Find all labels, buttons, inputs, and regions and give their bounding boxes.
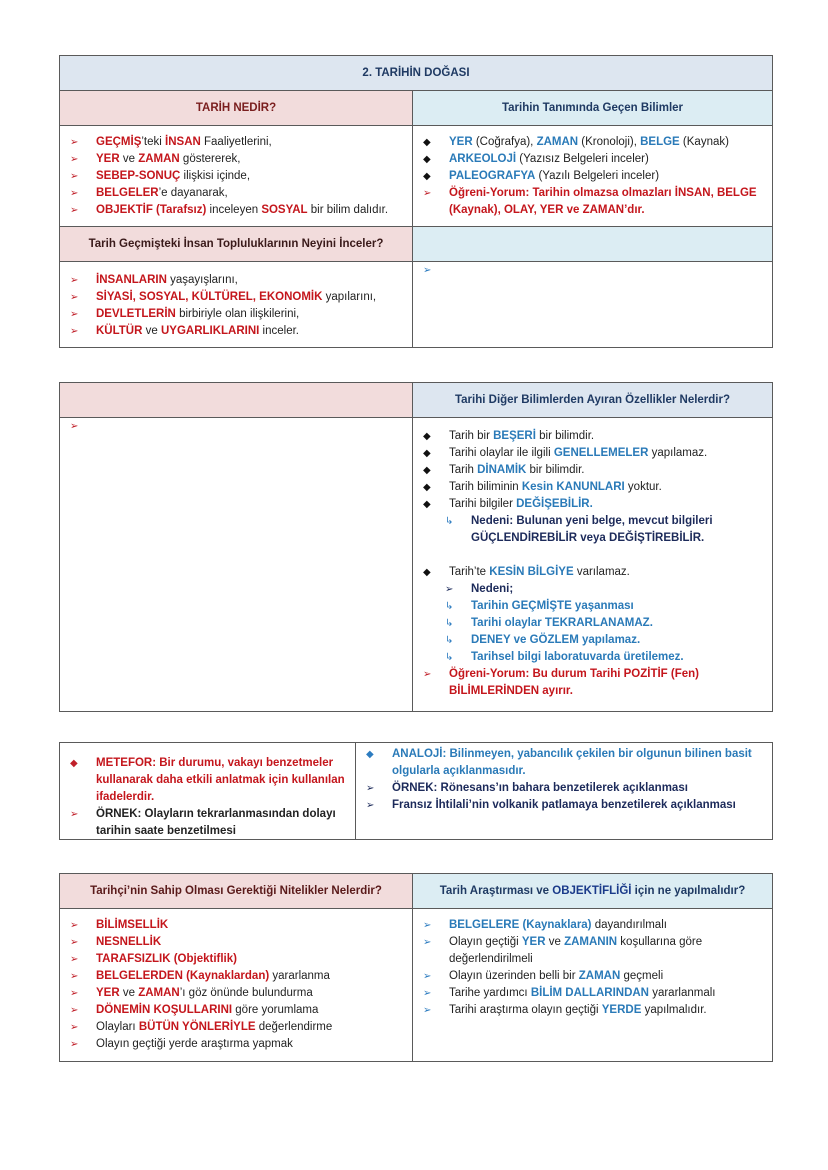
arrow-icon: ➢ bbox=[70, 205, 79, 216]
list-item-text: OBJEKTİF (Tarafsız) inceleyen SOSYAL bir bilim dalıdır. bbox=[96, 204, 389, 216]
arrow-icon: ➢ bbox=[70, 309, 79, 320]
list-item-text: Fransız İhtilali’nin volkanik patlamaya benzetilerek açıklanması bbox=[392, 799, 736, 811]
list-item bbox=[68, 151, 404, 168]
hook-arrow-icon: ↳ bbox=[445, 618, 454, 629]
list-item-text: Tarih biliminin Kesin KANUNLARI yoktur. bbox=[449, 481, 662, 493]
diamond-bullet-icon: ◆ bbox=[423, 499, 431, 510]
list-item bbox=[421, 985, 764, 1002]
list-item-text: Tarihsel bilgi laboratuvarda üretilemez. bbox=[471, 651, 684, 663]
list-item-text: Nedeni; bbox=[471, 583, 514, 595]
list-item bbox=[421, 462, 764, 479]
arrow-icon: ➢ bbox=[70, 421, 79, 432]
list-item-text: DEVLETLERİN birbiriyle olan ilişkilerini, bbox=[96, 308, 300, 320]
list-item-text: BELGELERE (Kaynaklara) dayandırılmalı bbox=[449, 919, 667, 931]
list-item-text: BELGELERDEN (Kaynaklardan) yararlanma bbox=[96, 970, 330, 982]
bilimler-cell bbox=[412, 126, 772, 226]
list-item bbox=[421, 445, 764, 462]
list-item bbox=[421, 168, 764, 185]
header-objektiflik bbox=[412, 874, 772, 908]
arrow-icon: ➢ bbox=[423, 1005, 432, 1016]
arrow-icon: ➢ bbox=[70, 292, 79, 303]
list-item-text: Tarihi olaylar TEKRARLANAMAZ. bbox=[471, 617, 653, 629]
hook-arrow-icon: ↳ bbox=[445, 652, 454, 663]
list-item-text: Öğreni-Yorum: Tarihin olmazsa olmazları İNSAN, BELGE (Kaynak), OLAY, YER ve ZAMAN’dır. bbox=[449, 187, 757, 216]
list-item-text: Tarihin GEÇMİŞTE yaşanması bbox=[471, 600, 634, 612]
list-item bbox=[421, 649, 764, 666]
list-item-text: YER ve ZAMAN göstererek, bbox=[96, 153, 241, 165]
nitelikler-list bbox=[68, 917, 404, 1053]
empty-cell bbox=[412, 262, 772, 347]
list-item-text: ÖRNEK: Rönesans’ın bahara benzetilerek açıklanması bbox=[392, 782, 688, 794]
list-item bbox=[68, 1002, 404, 1019]
list-item bbox=[68, 323, 404, 340]
diamond-bullet-icon: ◆ bbox=[366, 749, 374, 760]
list-item-text: BELGELER’e dayanarak, bbox=[96, 187, 228, 199]
diamond-bullet-icon: ◆ bbox=[423, 448, 431, 459]
list-item-text: DENEY ve GÖZLEM yapılamaz. bbox=[471, 634, 641, 646]
list-item bbox=[421, 547, 764, 564]
arrow-icon: ➢ bbox=[423, 920, 432, 931]
header-row bbox=[60, 90, 772, 125]
list-item bbox=[421, 479, 764, 496]
arrow-icon: ➢ bbox=[366, 800, 375, 811]
list-item bbox=[421, 151, 764, 168]
diamond-bullet-icon: ◆ bbox=[423, 465, 431, 476]
diamond-bullet-icon: ◆ bbox=[423, 154, 431, 165]
arrow-icon: ➢ bbox=[423, 188, 432, 199]
header-empty bbox=[412, 227, 772, 261]
arrow-icon: ➢ bbox=[445, 584, 454, 595]
list-item-text: Olayın geçtiği yerde araştırma yapmak bbox=[96, 1038, 293, 1050]
arrow-icon: ➢ bbox=[70, 920, 79, 931]
list-item bbox=[421, 564, 764, 581]
list-item bbox=[364, 780, 764, 797]
list-item-text: Olayın üzerinden belli bir ZAMAN geçmeli bbox=[449, 970, 664, 982]
list-item bbox=[68, 289, 404, 306]
list-item bbox=[68, 951, 404, 968]
arrow-icon: ➢ bbox=[423, 988, 432, 999]
list-item-text: ARKEOLOJİ (Yazısız Belgeleri inceler) bbox=[449, 153, 649, 165]
header-neyini-inceler: Tarih Geçmişteki İnsan Topluluklarının Neyini İnceler? bbox=[60, 227, 412, 261]
table-tarihin-dogasi bbox=[59, 55, 773, 348]
diamond-bullet-icon: ◆ bbox=[423, 482, 431, 493]
table-metafor-analoji bbox=[59, 742, 773, 840]
list-item bbox=[421, 968, 764, 985]
list-item-text: Olayın geçtiği YER ve ZAMANIN koşullarına göre değerlendirilmeli bbox=[449, 936, 703, 965]
header-objektiflik-bold: OBJEKTİFLİĞİ bbox=[552, 885, 632, 897]
list-item-text: YER ve ZAMAN’ı göz önünde bulundurma bbox=[96, 987, 313, 999]
content-row bbox=[60, 743, 772, 839]
section-title: 2. TARİHİN DOĞASI bbox=[60, 56, 772, 90]
content-row-2 bbox=[60, 261, 772, 347]
ozellikler-list bbox=[421, 428, 764, 700]
diamond-bullet-icon: ◆ bbox=[423, 171, 431, 182]
list-item bbox=[68, 185, 404, 202]
header-objektiflik-pre: Tarih Araştırması ve bbox=[439, 885, 553, 897]
metafor-list bbox=[68, 755, 347, 840]
list-item-text: Tarihi araştırma olayın geçtiği YERDE yapılmalıdır. bbox=[449, 1004, 707, 1016]
arrow-icon: ➢ bbox=[423, 669, 432, 680]
objektiflik-cell bbox=[412, 909, 772, 1061]
table-ayiran-ozellikler bbox=[59, 382, 773, 712]
list-item-text: Tarihi olaylar ile ilgili GENELLEMELER yapılamaz. bbox=[449, 447, 708, 459]
arrow-icon: ➢ bbox=[70, 937, 79, 948]
arrow-icon: ➢ bbox=[366, 783, 375, 794]
arrow-icon: ➢ bbox=[70, 971, 79, 982]
list-item bbox=[68, 306, 404, 323]
list-item-text: BİLİMSELLİK bbox=[96, 919, 169, 931]
hook-arrow-icon: ↳ bbox=[445, 516, 454, 527]
content-row bbox=[60, 125, 772, 226]
metafor-cell bbox=[60, 743, 355, 839]
list-item-text: TARAFSIZLIK (Objektiflik) bbox=[96, 953, 237, 965]
list-item bbox=[68, 985, 404, 1002]
list-item-text: Tarihi bilgiler DEĞİŞEBİLİR. bbox=[449, 498, 593, 510]
list-item bbox=[68, 806, 347, 840]
diamond-bullet-icon: ◆ bbox=[423, 567, 431, 578]
header-ayiran-ozellikler: Tarihi Diğer Bilimlerden Ayıran Özellikler Nelerdir? bbox=[412, 383, 772, 417]
bilimler-list bbox=[421, 134, 764, 219]
tarih-nedir-cell bbox=[60, 126, 412, 226]
content-row bbox=[60, 908, 772, 1061]
list-item-text: Tarihe yardımcı BİLİM DALLARINDAN yararlanmalı bbox=[449, 987, 716, 999]
list-item-text: DÖNEMİN KOŞULLARINI göre yorumlama bbox=[96, 1004, 319, 1016]
list-item bbox=[68, 755, 347, 806]
list-item-text: ANALOJİ: Bilinmeyen, yabancılık çekilen bir olgunun bilinen basit olgularla açıklanmasıdır. bbox=[392, 748, 752, 777]
list-item bbox=[421, 598, 764, 615]
arrow-icon: ➢ bbox=[70, 188, 79, 199]
tarih-nedir-list bbox=[68, 134, 404, 219]
empty-left-cell bbox=[60, 418, 412, 711]
list-item bbox=[421, 496, 764, 513]
list-item bbox=[68, 134, 404, 151]
list-item bbox=[421, 513, 764, 547]
list-item-text: Öğreni-Yorum: Bu durum Tarihi POZİTİF (Fen) BİLİMLERİNDEN ayırır. bbox=[449, 668, 700, 697]
list-item-text: Tarih’te KESİN BİLGİYE varılamaz. bbox=[449, 566, 630, 578]
arrow-icon: ➢ bbox=[423, 265, 432, 276]
list-item-text: NESNELLİK bbox=[96, 936, 162, 948]
objektiflik-list bbox=[421, 917, 764, 1019]
list-item-text: YER (Coğrafya), ZAMAN (Kronoloji), BELGE (Kaynak) bbox=[449, 136, 729, 148]
header-nitelikler: Tarihçi’nin Sahip Olması Gerektiği Nitelikler Nelerdir? bbox=[60, 874, 412, 908]
arrow-icon: ➢ bbox=[70, 1022, 79, 1033]
list-item bbox=[364, 746, 764, 780]
arrow-icon: ➢ bbox=[70, 988, 79, 999]
list-item bbox=[421, 1002, 764, 1019]
table-tarihci-nitelikler bbox=[59, 873, 773, 1062]
list-item bbox=[68, 168, 404, 185]
list-item-text: Tarih DİNAMİK bir bilimdir. bbox=[449, 464, 585, 476]
analoji-cell bbox=[355, 743, 772, 839]
list-item bbox=[421, 615, 764, 632]
content-row bbox=[60, 417, 772, 711]
list-item bbox=[68, 917, 404, 934]
hook-arrow-icon: ↳ bbox=[445, 635, 454, 646]
neyini-inceler-list bbox=[68, 272, 404, 340]
neyini-inceler-cell bbox=[60, 262, 412, 347]
header-objektiflik-post: için ne yapılmalıdır? bbox=[631, 885, 746, 897]
list-item-text: Olayları BÜTÜN YÖNLERİYLE değerlendirme bbox=[96, 1021, 333, 1033]
list-item-text: PALEOGRAFYA (Yazılı Belgeleri inceler) bbox=[449, 170, 660, 182]
list-item bbox=[421, 934, 764, 968]
list-item-text: GEÇMİŞ’teki İNSAN Faaliyetlerini, bbox=[96, 136, 272, 148]
list-item bbox=[421, 581, 764, 598]
analoji-list bbox=[364, 746, 764, 814]
ozellikler-cell bbox=[412, 418, 772, 711]
list-item bbox=[421, 917, 764, 934]
list-item-text: İNSANLARIN yaşayışlarını, bbox=[96, 274, 238, 286]
arrow-icon: ➢ bbox=[70, 154, 79, 165]
list-item-text: Tarih bir BEŞERİ bir bilimdir. bbox=[449, 430, 595, 442]
list-item bbox=[68, 1036, 404, 1053]
arrow-icon: ➢ bbox=[70, 954, 79, 965]
list-item bbox=[421, 134, 764, 151]
diamond-bullet-icon: ◆ bbox=[70, 758, 78, 769]
hook-arrow-icon: ↳ bbox=[445, 601, 454, 612]
list-item bbox=[421, 428, 764, 445]
header-bilimler: Tarihin Tanımında Geçen Bilimler bbox=[412, 91, 772, 125]
list-item-text: Nedeni: Bulunan yeni belge, mevcut bilgileri GÜÇLENDİREBİLİR veya DEĞİŞTİREBİLİR. bbox=[471, 515, 713, 544]
arrow-icon: ➢ bbox=[70, 171, 79, 182]
list-item-text: SİYASİ, SOSYAL, KÜLTÜREL, EKONOMİK yapılarını, bbox=[96, 291, 377, 303]
list-item-text: SEBEP-SONUÇ ilişkisi içinde, bbox=[96, 170, 251, 182]
arrow-icon: ➢ bbox=[70, 137, 79, 148]
list-item bbox=[421, 185, 764, 219]
title-row bbox=[60, 56, 772, 90]
list-item-text: ÖRNEK: Olayların tekrarlanmasından dolayı tarihin saate benzetilmesi bbox=[96, 808, 336, 837]
list-item bbox=[421, 632, 764, 649]
diamond-bullet-icon: ◆ bbox=[423, 137, 431, 148]
arrow-icon: ➢ bbox=[423, 937, 432, 948]
header-row bbox=[60, 383, 772, 417]
diamond-bullet-icon: ◆ bbox=[423, 431, 431, 442]
arrow-icon: ➢ bbox=[70, 326, 79, 337]
arrow-icon: ➢ bbox=[70, 1039, 79, 1050]
list-item-text: KÜLTÜR ve UYGARLIKLARINI inceler. bbox=[96, 325, 299, 337]
arrow-icon: ➢ bbox=[70, 1005, 79, 1016]
arrow-icon: ➢ bbox=[70, 275, 79, 286]
list-item bbox=[421, 666, 764, 700]
header-empty-left bbox=[60, 383, 412, 417]
list-item bbox=[68, 1019, 404, 1036]
list-item bbox=[68, 968, 404, 985]
list-item bbox=[364, 797, 764, 814]
list-item-text: METEFOR: Bir durumu, vakayı benzetmeler kullanarak daha etkili anlatmak için kullanılan ifadelerdir. bbox=[96, 757, 345, 803]
nitelikler-cell bbox=[60, 909, 412, 1061]
arrow-icon: ➢ bbox=[70, 809, 79, 820]
list-item bbox=[68, 272, 404, 289]
arrow-icon: ➢ bbox=[423, 971, 432, 982]
header-row bbox=[60, 874, 772, 908]
header-row-2 bbox=[60, 226, 772, 261]
header-tarih-nedir: TARİH NEDİR? bbox=[60, 91, 412, 125]
list-item bbox=[68, 202, 404, 219]
list-item bbox=[68, 934, 404, 951]
